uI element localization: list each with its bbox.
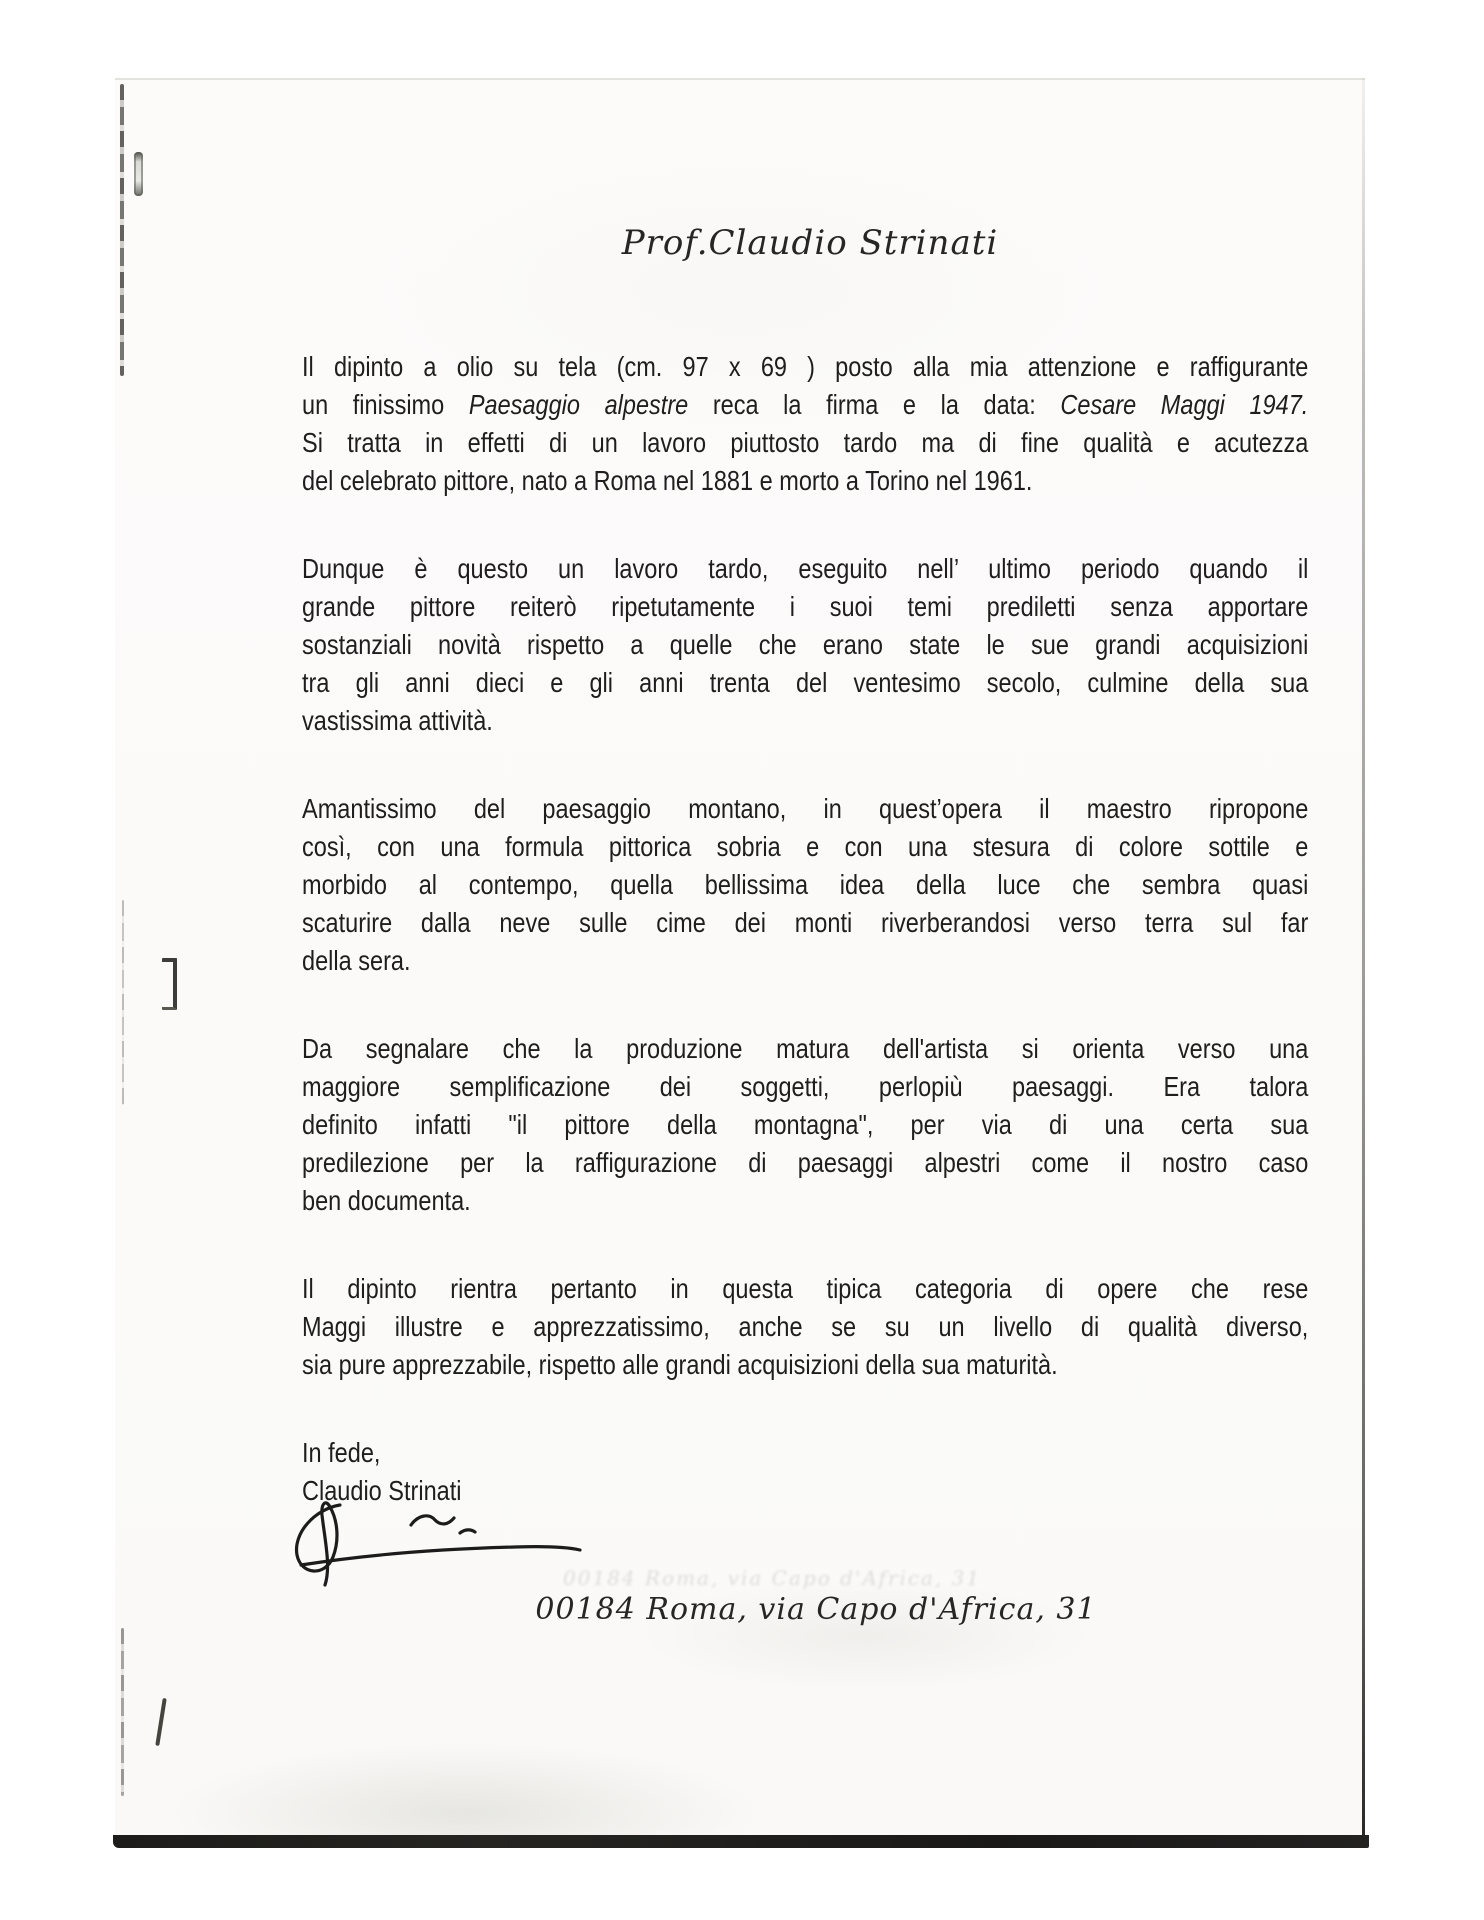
paragraph xyxy=(302,1270,1308,1384)
paragraph xyxy=(302,1030,1308,1220)
staple-icon xyxy=(162,958,177,1010)
text-run: sostanziali novità rispetto a quelle che erano state le sue grandi acquisizioni xyxy=(302,629,1309,660)
scan-bottom-edge xyxy=(113,1835,1369,1848)
text-line xyxy=(302,904,1308,942)
letterhead-name: Prof.Claudio Strinati xyxy=(621,223,999,263)
text-line xyxy=(302,386,1308,424)
text-line xyxy=(302,1308,1308,1346)
scan-edge-artifact xyxy=(122,900,124,1105)
text-line xyxy=(302,942,1308,980)
text-line xyxy=(302,1106,1308,1144)
text-run: Amantissimo del paesaggio montano, in quest’opera il maestro ripropone xyxy=(302,793,1309,824)
text-run: Maggi illustre e apprezzatissimo, anche se su un livello di qualità diverso, xyxy=(302,1311,1309,1342)
text-line xyxy=(302,1068,1308,1106)
text-run: della sera. xyxy=(302,945,411,976)
handwritten-signature xyxy=(285,1493,595,1601)
scan-edge-artifact xyxy=(121,1628,124,1796)
text-run: sia pure apprezzabile, rispetto alle grandi acquisizioni della sua maturità. xyxy=(302,1349,1058,1380)
text-run: maggiore semplificazione dei soggetti, perlopiù paesaggi. Era talora xyxy=(302,1071,1309,1102)
text-line xyxy=(302,348,1308,386)
text-run: predilezione per la raffigurazione di paesaggi alpestri come il nostro caso xyxy=(302,1147,1309,1178)
scanned-letter-page xyxy=(115,78,1365,1848)
staple-icon xyxy=(155,1698,166,1746)
text-run: definito infatti "il pittore della montagna", per via di una certa sua xyxy=(302,1109,1309,1140)
paragraph xyxy=(302,790,1308,980)
bleed-through-text: 00184 Roma, via Capo d'Africa, 31 xyxy=(563,1566,982,1590)
text-line xyxy=(302,550,1308,588)
text-line xyxy=(302,828,1308,866)
text-line xyxy=(302,588,1308,626)
text-run: ben documenta. xyxy=(302,1185,471,1216)
paragraph xyxy=(302,348,1308,500)
text-line xyxy=(302,1182,1308,1220)
text-run: Il dipinto rientra pertanto in questa tipica categoria di opere che rese xyxy=(302,1273,1309,1304)
text-line xyxy=(302,1144,1308,1182)
closing-salutation: In fede, xyxy=(302,1437,381,1468)
staple-icon xyxy=(134,152,143,196)
text-run: tra gli anni dieci e gli anni trenta del ventesimo secolo, culmine della sua xyxy=(302,667,1309,698)
text-run: così, con una formula pittorica sobria e con una stesura di colore sottile e xyxy=(302,831,1309,862)
text-line xyxy=(302,1030,1308,1068)
text-run-italic: Paesaggio alpestre xyxy=(468,389,689,420)
text-run: Si tratta in effetti di un lavoro piuttosto tardo ma di fine qualità e acutezza xyxy=(302,427,1309,458)
text-run: un finissimo xyxy=(302,389,469,420)
letter-body xyxy=(302,348,1308,1510)
text-run: del celebrato pittore, nato a Roma nel 1881 e morto a Torino nel 1961. xyxy=(302,465,1033,496)
scan-edge-artifact xyxy=(115,78,1365,80)
signer-name: Claudio Strinati xyxy=(302,1475,462,1506)
text-line xyxy=(302,866,1308,904)
text-run: Da segnalare che la produzione matura dell'artista si orienta verso una xyxy=(302,1033,1309,1064)
paragraph xyxy=(302,550,1308,740)
text-run: morbido al contempo, quella bellissima idea della luce che sembra quasi xyxy=(302,869,1309,900)
text-line xyxy=(302,462,1308,500)
text-run: Il dipinto a olio su tela (cm. 97 x 69 ) posto alla mia attenzione e raffigurante xyxy=(302,351,1309,382)
text-line xyxy=(302,790,1308,828)
text-run: Dunque è questo un lavoro tardo, eseguito nell’ ultimo periodo quando il xyxy=(302,553,1309,584)
footer-address: 00184 Roma, via Capo d'Africa, 31 xyxy=(535,1592,1097,1627)
text-line xyxy=(302,1270,1308,1308)
text-line xyxy=(302,702,1308,740)
text-line xyxy=(302,1346,1308,1384)
text-run: vastissima attività. xyxy=(302,705,493,736)
text-run: grande pittore reiterò ripetutamente i suoi temi prediletti senza apportare xyxy=(302,591,1309,622)
text-run: reca la firma e la data: xyxy=(688,389,1061,420)
text-line xyxy=(302,424,1308,462)
scan-edge-artifact xyxy=(1362,78,1365,1836)
text-line xyxy=(302,626,1308,664)
text-run-italic: Cesare Maggi 1947. xyxy=(1060,389,1309,420)
text-line xyxy=(302,664,1308,702)
text-run: scaturire dalla neve sulle cime dei monti riverberandosi verso terra sul far xyxy=(302,907,1309,938)
